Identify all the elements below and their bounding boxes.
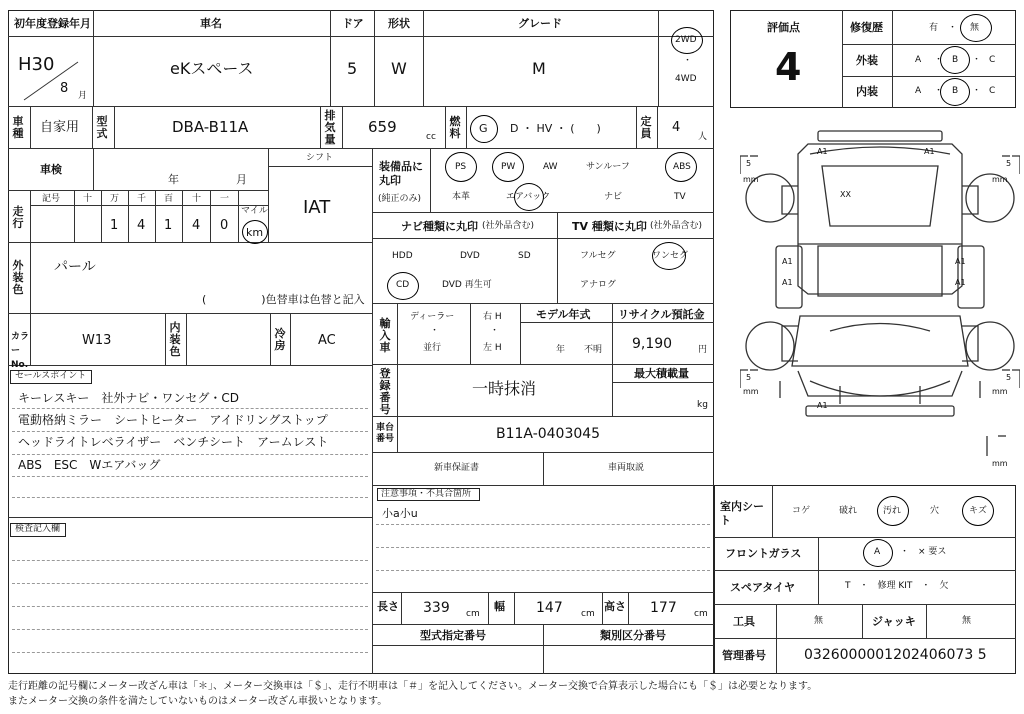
tread-rl-unit: mm [743,387,759,396]
spare-unit: mm [992,459,1008,468]
import-dealer: ディーラー [410,312,455,322]
car-name: eKスペース [170,59,254,78]
repaint-note: ( )色替車は色替と記入 [202,293,365,306]
jack-value: 無 [962,616,972,626]
digit-header-6: 一 [220,194,230,204]
seat-ana: 穴 [930,506,940,516]
ac-value: AC [318,333,336,348]
km-unit: km [246,226,264,239]
manual-label: 車両取説 [608,463,645,473]
seat-yogore: 汚れ [883,506,902,516]
digit-header-7: マイル [241,206,268,216]
reg-month-unit: 月 [78,91,88,101]
car-name-label: 車名 [200,17,222,30]
reg-year-label: 初年度登録年月 [14,17,91,30]
digit-header-4: 百 [164,194,174,204]
tools-value: 無 [814,616,824,626]
tread-rr-unit: mm [992,387,1008,396]
shaken-month-unit: 月 [236,173,247,186]
registration-value: 一時抹消 [472,379,537,398]
equip-aw: AW [543,162,558,172]
repair-no: 無 [970,23,980,33]
exterior-dot-1: ・ [934,55,944,65]
max-load-unit: kg [697,400,708,410]
model-year-label: モデル年式 [536,308,591,321]
height-value: 177 [650,600,677,616]
tv-sub: (社外品含む) [650,221,703,231]
width-unit: cm [581,609,595,619]
tread-rr: 5 [1006,373,1012,382]
recycle-unit: 円 [698,345,708,355]
cap-value: 4 [672,120,681,135]
mgmt-value: 0326000001202406073 5 [804,647,987,663]
date-slash [22,58,82,102]
shaken-label: 車検 [40,163,62,176]
equip-tv: TV [674,192,686,202]
tread-fl-unit: mm [743,175,759,184]
shift-label: シフト [306,153,334,163]
digit-hyaku: 1 [164,218,173,233]
score-label: 評価点 [767,21,800,34]
fuel-label: 燃料 [449,115,461,140]
seat-koge: コゲ [792,506,811,516]
tread-fr-unit: mm [992,175,1008,184]
mgmt-label: 管理番号 [722,649,766,662]
body-type-value: W [391,59,407,78]
drive-dot: ・ [683,56,693,66]
seat-label: 室内シート [720,500,764,527]
drive-4wd: 4WD [675,74,697,84]
reg-era-year: H30 [18,54,55,75]
footer-note-2: またメーター交換の条件を満たしていないものはメーター改ざん車扱いとなります。 [8,696,388,707]
shift-value: IAT [303,197,331,218]
equip-leather: 本革 [452,192,471,202]
panel-grade-front-l: A1 [817,147,828,156]
interior-grade-c: C [989,86,996,96]
shaken-year-unit: 年 [168,173,179,186]
width-label: 幅 [494,600,505,613]
notes-label: 注意事項・不具合箇所 [381,489,472,499]
sales-line-4: ABS ESC Wエアバッグ [18,458,161,472]
disp-unit: cc [426,132,436,142]
recycle-label: リサイクル預託金 [618,308,705,321]
body-type-label: 形状 [388,17,410,30]
equipment-label: 装備品に丸印 [379,160,423,187]
length-value: 339 [423,600,450,616]
footer-note-1: 走行距離の記号欄にメーター改ざん車は「＊」、メーター交換車は「＄」、走行不明車は「＃」を記入してください。メーター交換で合算表示した場合にも「＄」は必要となります。 [8,681,818,692]
tv-fullseg: フルセグ [580,251,616,261]
height-label: 高さ [604,600,626,613]
spare-label: スペアタイヤ [730,581,796,594]
sales-points-label: セールスポイント [15,371,87,381]
glass-label: フロントガラス [725,547,802,560]
ac-label: 冷房 [274,327,286,352]
navi-dvd: DVD [460,251,480,261]
repair-yes: 有 [929,23,939,33]
digit-header-1: 十 [83,194,93,204]
spare-options: T ・ 修理 KIT ・ 欠 [845,581,949,591]
grade-label: グレード [518,17,562,30]
exterior-dot-2: ・ [972,55,982,65]
digit-ichi: 0 [220,218,229,233]
repair-dot: ・ [948,23,958,33]
exterior-grade-label: 外装 [856,54,878,67]
disp-value: 659 [368,118,397,136]
sales-line-1: キーレスキー 社外ナビ・ワンセグ・CD [18,391,240,405]
seat-yabure: 破れ [839,506,858,516]
class-label: 類別区分番号 [600,629,666,642]
import-parallel: 並行 [423,343,442,353]
doors-value: 5 [347,59,358,78]
score-value: 4 [775,45,802,89]
tools-label: 工具 [733,615,755,628]
drive-2wd: 2WD [675,35,697,45]
equip-sunroof: サンルーフ [586,162,630,172]
width-value: 147 [536,600,563,616]
model-value: DBA-B11A [172,118,249,136]
cap-label: 定員 [640,115,652,140]
length-unit: cm [466,609,480,619]
tread-fl: 5 [746,159,752,168]
navi-label: ナビ種類に丸印 [401,220,478,233]
digit-juu: 4 [192,218,201,233]
navi-hdd: HDD [392,251,413,261]
navi-sd: SD [518,251,531,261]
tv-analog: アナログ [580,280,617,290]
length-label: 長さ [377,600,399,613]
use-label: 車種 [12,115,24,140]
panel-grade-front-r: A1 [924,147,935,156]
model-year-unknown: 不明 [584,345,603,355]
tv-oneseg: ワンセグ [652,251,689,261]
interior-dot-1: ・ [934,86,944,96]
repair-label: 修復歴 [850,21,883,34]
seat-kizu: キズ [969,506,987,516]
digit-header-3: 千 [137,194,147,204]
inspector-notes-label: 検査記入欄 [15,524,61,534]
exterior-grade-a: A [915,55,922,65]
car-diagram [740,126,1020,470]
chassis-value: B11A-0403045 [496,426,601,442]
color-code-value: W13 [82,333,112,348]
interior-dot-2: ・ [972,86,982,96]
exterior-grade-b: B [952,55,959,65]
digit-header-2: 万 [110,194,120,204]
registration-label: 登録番号 [379,367,391,416]
interior-grade-b: B [952,86,959,96]
equipment-sublabel: (純正のみ) [378,194,422,204]
tread-fr: 5 [1006,159,1012,168]
panel-grade-door-r2: A1 [955,278,966,287]
digit-header-0: 記号 [42,194,61,204]
digit-header-5: 十 [192,194,202,204]
model-year-unit: 年 [556,345,566,355]
disp-label: 排気量 [324,109,336,146]
interior-grade-label: 内装 [856,85,878,98]
fuel-options: D ・ HV ・ ( ) [510,122,601,135]
height-unit: cm [694,609,708,619]
jack-label: ジャッキ [872,615,916,628]
sales-line-2: 電動格納ミラー シートヒーター アイドリングストップ [18,413,328,427]
sales-line-3: ヘッドライトレベライザー ベンチシート アームレスト [18,435,329,449]
interior-color-label: 内装色 [169,321,181,358]
equip-ps: PS [455,162,467,172]
navi-dvd-play: DVD 再生可 [442,280,492,290]
equip-navi: ナビ [604,192,623,202]
use-value: 自家用 [40,120,80,135]
type-cert-label: 型式指定番号 [420,629,486,642]
interior-grade-a: A [915,86,922,96]
panel-grade-hood: XX [840,190,851,199]
warranty-label: 新車保証書 [434,463,480,473]
color-code-label: カラーNo. [11,332,30,370]
import-dot: ・ [430,326,440,336]
notes-value: 小a小u [382,507,418,520]
import-right: 右 H [483,312,502,322]
fuel-g: G [479,122,488,135]
doors-label: ドア [342,17,364,30]
digit-man: 1 [110,218,119,233]
equip-abs: ABS [673,162,691,172]
import-left: 左 H [483,343,502,353]
grade-value: M [532,59,546,78]
tread-rl: 5 [746,373,752,382]
chassis-label: 車台番号 [376,423,395,444]
glass-a: A [874,547,881,557]
max-load-label: 最大積載量 [634,367,689,380]
recycle-value: 9,190 [632,336,673,352]
panel-grade-door-l2: A1 [782,278,793,287]
digit-sen: 4 [137,218,146,233]
exterior-color-label: 外装色 [12,259,24,296]
exterior-grade-c: C [989,55,996,65]
navi-sub: (社外品含む) [482,221,535,231]
panel-grade-rear: A1 [817,401,828,410]
equip-airbag: エアバック [506,192,551,202]
navi-cd: CD [396,280,410,290]
reg-month: 8 [60,81,69,96]
mileage-label: 走行 [12,205,24,230]
panel-grade-door-r1: A1 [955,257,966,266]
exterior-color-value: パール [54,259,96,275]
panel-grade-door-l1: A1 [782,257,793,266]
glass-options: ・ × 要ス [900,547,947,557]
equip-pw: PW [501,162,516,172]
tv-label: TV 種類に丸印 [572,220,647,233]
cap-unit: 人 [698,132,708,142]
import-label: 輸入車 [379,317,391,354]
model-label: 型式 [96,115,108,140]
import-dot-2: ・ [490,326,500,336]
